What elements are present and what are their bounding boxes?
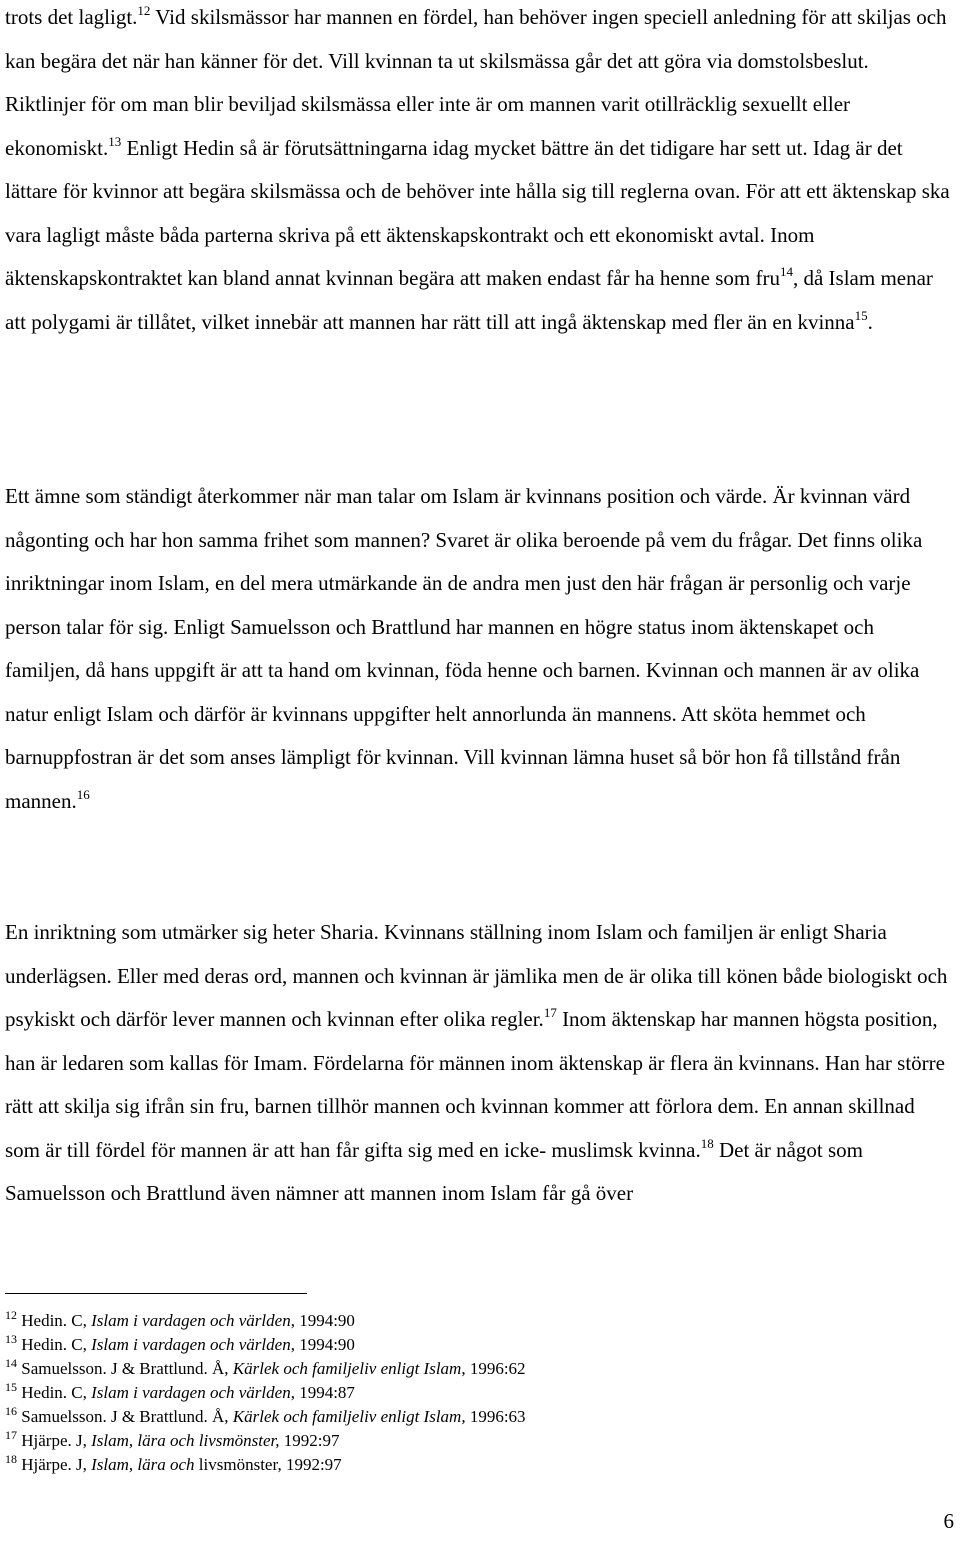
paragraph-1 [5, 0, 953, 344]
footnote-18 [5, 1453, 526, 1477]
text-run: Vid skilsmässor har mannen en fördel, han behöver ingen speciell anledning för att skiljas och kan begära det när han känner för det. Vill kvinnan ta ut skilsmässa går det att göra via domstolsbeslut. Riktlinjer för om man blir beviljad skilsmässa eller inte är om mannen varit otillräcklig sexuellt eller ekonomiskt. [5, 5, 947, 160]
page-number: 6 [943, 1509, 954, 1533]
text-run: , då Islam menar att polygami är tillåtet, vilket innebär att mannen har rätt till att ingå äktenskap med fler än en kvinna [5, 266, 933, 334]
footnote-author: Hedin. C, [17, 1383, 92, 1402]
footnote-ref-16[interactable]: 16 [76, 786, 90, 802]
footnote-detail: 1992:97 [279, 1431, 340, 1450]
footnote-title: Islam, lära och [91, 1455, 195, 1474]
footnote-author: Hedin. C, [17, 1311, 92, 1330]
footnote-13 [5, 1333, 526, 1357]
footnote-title: Islam i vardagen och världen [91, 1383, 291, 1402]
text-run: trots det lagligt. [5, 5, 138, 29]
footnote-author: Hjärpe. J, [17, 1431, 92, 1450]
footnote-title: Kärlek och familjeliv enligt Islam, [232, 1407, 466, 1426]
footnote-12 [5, 1309, 526, 1333]
footnote-author: Samuelsson. J & Brattlund. Å, [17, 1359, 233, 1378]
footnote-number: 18 [5, 1452, 17, 1466]
footnote-detail: , 1994:90 [290, 1335, 355, 1354]
footnote-title: Islam, lära och livsmönster, [91, 1431, 280, 1450]
footnote-ref-18[interactable]: 18 [700, 1135, 714, 1151]
footnote-number: 12 [5, 1308, 17, 1322]
footnote-ref-15[interactable]: 15 [854, 307, 868, 323]
footnote-author: Samuelsson. J & Brattlund. Å, [17, 1407, 233, 1426]
footnote-title: Islam i vardagen och världen [91, 1335, 291, 1354]
footnote-author: Hedin. C, [17, 1335, 92, 1354]
footnote-title: Kärlek och familjeliv enligt Islam [232, 1359, 462, 1378]
footnote-ref-17[interactable]: 17 [543, 1005, 557, 1020]
footnote-number: 15 [5, 1380, 17, 1394]
footnote-ref-12[interactable]: 12 [137, 3, 151, 18]
footnote-detail: , 1994:87 [290, 1383, 355, 1402]
footnote-author: Hjärpe. J, [17, 1455, 92, 1474]
footnote-number: 14 [5, 1356, 17, 1370]
text-run: Det är något som Samuelsson och Brattlund även nämner att mannen inom Islam får gå över [5, 1137, 864, 1205]
footnote-ref-14[interactable]: 14 [779, 264, 793, 279]
footnote-number: 13 [5, 1332, 17, 1346]
text-run: Inom äktenskap har mannen högsta position, han är ledaren som kallas för Imam. Fördelarna för männen inom äktenskap är flera än kvinnans. Han har större rätt att skilja sig ifrån sin fru, barnen tillhör mannen och kvinnan kommer att förlora dem. En annan skillnad som är till fördel för mannen är att han får gifta sig med en icke- muslimsk kvinna. [5, 1007, 945, 1162]
footnote-detail: , 1994:90 [290, 1311, 355, 1330]
text-run: Enligt Hedin så är förutsättningarna idag mycket bättre än det tidigare har sett ut. Idag är det lättare för kvinnor att begära skilsmässa och de behöver inte hålla sig till reglerna ovan. För att ett äktenskap ska vara lagligt måste båda parterna skriva på ett äktenskapskontrakt och ett ekonomiskt avtal. Inom äktenskapskontraktet kan bland annat kvinnan begära att maken endast får ha henne som fru [5, 135, 950, 290]
footnote-detail: 1996:63 [465, 1407, 526, 1426]
footnote-number: 16 [5, 1404, 17, 1418]
footnote-17 [5, 1429, 526, 1453]
text-run: . [867, 309, 873, 334]
footnote-title: Islam i vardagen och världen [91, 1311, 291, 1330]
footnote-separator [5, 1293, 307, 1294]
text-run: Ett ämne som ständigt återkommer när man talar om Islam är kvinnans position och värde. Är kvinnan värd någonting och har hon samma frihet som mannen? Svaret är olika beroende på vem du frågar. Det finns olika inriktningar inom Islam, en del mera utmärkande än de andra men just den här frågan är personlig och varje person talar för sig. Enligt Samuelsson och Brattlund har mannen en högre status inom äktenskapet och familjen, då hans uppgift är att ta hand om kvinnan, föda henne och barnen. Kvinnan och mannen är av olika natur enligt Islam och därför är kvinnans uppgifter helt annorlunda än mannens. Att sköta hemmet och barnuppfostran är det som anses lämpligt för kvinnan. Vill kvinnan lämna huset så bör hon få tillstånd från mannen. [5, 484, 923, 813]
text-run: En inriktning som utmärker sig heter Sharia. Kvinnans ställning inom Islam och familjen är enligt Sharia underlägsen. Eller med deras ord, mannen och kvinnan är jämlika men de är olika till könen både biologiskt och psykiskt och därför lever mannen och kvinnan efter olika regler. [5, 920, 948, 1031]
footnotes-list [5, 1309, 526, 1477]
paragraph-2 [5, 475, 953, 823]
footnote-detail: livsmönster, 1992:97 [194, 1455, 342, 1474]
footnote-detail: , 1996:62 [461, 1359, 526, 1378]
paragraph-3 [5, 911, 953, 1216]
footnote-ref-13[interactable]: 13 [108, 133, 122, 149]
footnote-number: 17 [5, 1428, 17, 1442]
footnote-14 [5, 1357, 526, 1381]
footnote-16 [5, 1405, 526, 1429]
footnote-15 [5, 1381, 526, 1405]
